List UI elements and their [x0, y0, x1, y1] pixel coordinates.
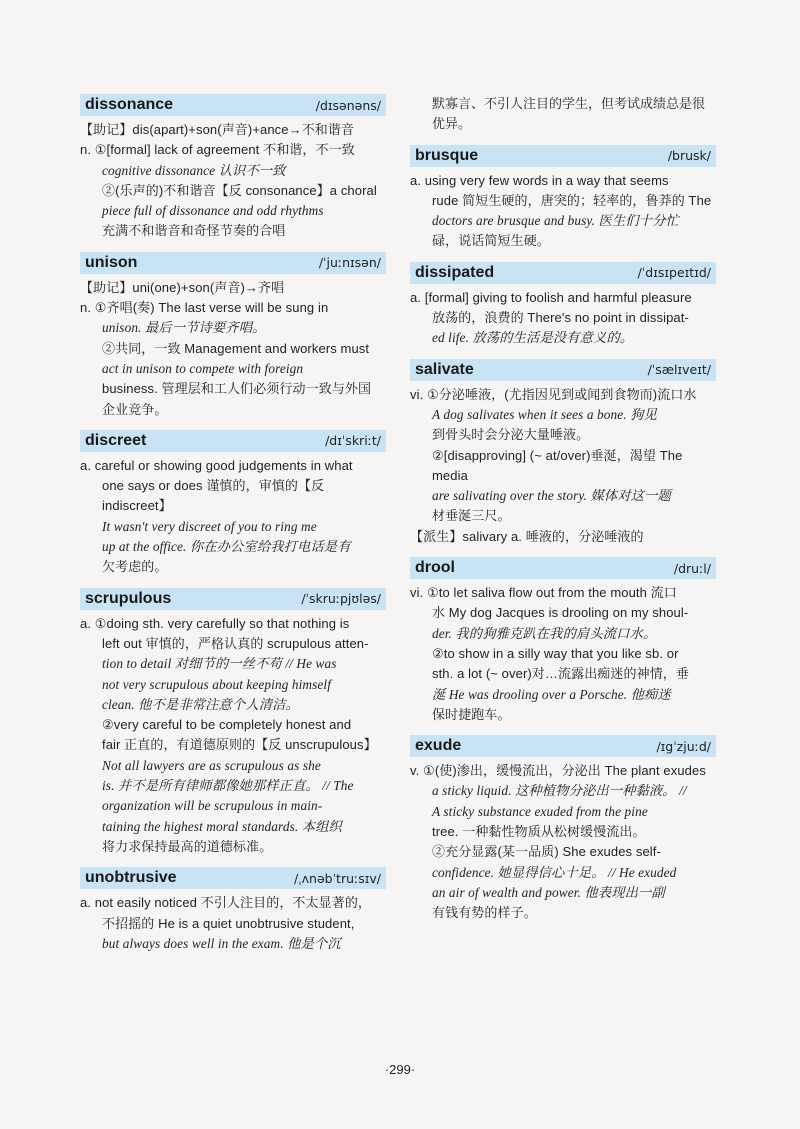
entry-brusque	[410, 145, 716, 252]
definition-line: a. using very few words in a way that seems	[410, 172, 669, 188]
pronunciation: /ˈjuːnɪsən/	[318, 255, 381, 271]
entry-drool	[410, 557, 716, 725]
left-column	[80, 94, 386, 964]
example-translation: 材垂涎三尺。	[432, 508, 511, 524]
right-column	[410, 94, 716, 934]
headword: scrupulous	[85, 589, 172, 607]
headword: discreet	[85, 431, 147, 449]
definition-line: ②共同，一致 Management and workers must	[102, 340, 370, 356]
definition-line: n. ①齐唱(奏) The last verse will be sung in	[80, 300, 329, 316]
pronunciation: /ɪgˈzjuːd/	[656, 738, 711, 754]
headword: unison	[85, 253, 138, 271]
entry-discreet	[80, 430, 386, 578]
definition-line: ②充分显露(某一品质) She exudes self-	[432, 844, 661, 860]
entry-scrupulous	[80, 588, 386, 858]
example-line: unison. 最后一节诗要齐唱。	[102, 320, 266, 336]
example-translation: 将力求保持最高的道德标准。	[102, 838, 273, 854]
definition-line: 水 My dog Jacques is drooling on my shoul-	[432, 605, 689, 621]
example-line: act in unison to compete with foreign	[102, 360, 304, 376]
example-line: business. 管理层和工人们必须行动一致与外国	[102, 381, 372, 397]
example-line: A dog salivates when it sees a bone. 狗见	[432, 406, 657, 422]
pronunciation: /ˈsælɪveɪt/	[647, 362, 711, 378]
pronunciation: /ˈdɪsɪpeɪtɪd/	[637, 265, 711, 281]
headword: unobtrusive	[85, 869, 177, 887]
example-line: up at the office. 你在办公室给我打电话是有	[102, 539, 351, 555]
definition-line: vi. ①分泌唾液，(尤指因见到或闻到食物而)流口水	[410, 386, 697, 402]
example-line: not very scrupulous about keeping himself	[102, 676, 331, 692]
definition-line: sth. a lot (~ over)对…流露出痴迷的神情，垂	[432, 666, 689, 682]
example-line: but always does well in the exam. 他是个沉	[102, 935, 341, 951]
example-line: piece full of dissonance and odd rhythms	[102, 203, 324, 219]
headword-bar	[80, 430, 386, 452]
definition-line: fair 正直的，有道德原则的【反 unscrupulous】	[102, 737, 377, 753]
definition-line: 放荡的，浪费的 There's no point in dissipat-	[432, 310, 689, 326]
headword: dissipated	[415, 263, 495, 281]
example-line: confidence. 她显得信心十足。 // He exuded	[432, 864, 677, 880]
example-translation: 到骨头时会分泌大量唾液。	[432, 427, 590, 443]
definition-line: one says or does 谨慎的，审慎的【反 indiscreet】	[102, 478, 325, 514]
headword: exude	[415, 737, 462, 755]
pronunciation: /dɪˈskriːt/	[325, 433, 381, 449]
example-translation: 有钱有势的样子。	[432, 905, 537, 921]
example-line: 涎 He was drooling over a Porsche. 他痴迷	[432, 686, 671, 702]
example-line: clean. 他不是非常注意个人清洁。	[102, 696, 299, 712]
example-translation: 保时捷跑车。	[432, 706, 511, 722]
definition-line: a. [formal] giving to foolish and harmful pleasure	[410, 289, 692, 305]
definition-line: v. ①(使)渗出，缓慢流出，分泌出 The plant exudes	[410, 763, 706, 779]
example-line: Not all lawyers are as scrupulous as she	[102, 757, 321, 773]
entry-unison	[80, 252, 386, 420]
entry-exude	[410, 735, 716, 923]
headword-bar	[410, 735, 716, 757]
pronunciation: /dɪsənəns/	[315, 97, 381, 113]
headword-bar	[410, 359, 716, 381]
example-translation: 欠考虑的。	[102, 559, 168, 575]
headword-bar	[80, 867, 386, 889]
mnemonic: 【助记】uni(one)+son(声音)→齐唱	[80, 279, 285, 295]
definition-line: a. not easily noticed 不引人注目的，不太显著的，	[80, 895, 372, 911]
example-translation: 企业竞争。	[102, 401, 168, 417]
example-line: A sticky substance exuded from the pine	[432, 803, 648, 819]
continued-text: 优异。	[432, 116, 472, 132]
headword: salivate	[415, 360, 474, 378]
headword-bar	[410, 557, 716, 579]
definition-line: 不招摇的 He is a quiet unobtrusive student,	[102, 915, 355, 931]
example-line: an air of wealth and power. 他表现出一副	[432, 884, 665, 900]
definition-line: n. ①[formal] lack of agreement 不和谐，不一致	[80, 142, 355, 158]
pronunciation: /ˌʌnəbˈtruːsɪv/	[294, 870, 381, 886]
pronunciation: /druːl/	[673, 560, 711, 576]
definition-line: a. ①doing sth. very carefully so that nothing is	[80, 615, 350, 631]
example-line: is. 并不是所有律师都像她那样正直。 // The	[102, 778, 354, 794]
headword: brusque	[415, 146, 479, 164]
headword: drool	[415, 559, 455, 577]
definition-line: ②to show in a silly way that you like sb. or	[432, 645, 679, 661]
headword-bar	[410, 262, 716, 284]
example-translation: 碌，说话简短生硬。	[432, 233, 550, 249]
definition-line: left out 审慎的，严格认真的 scrupulous atten-	[102, 635, 369, 651]
definition-line: vi. ①to let saliva flow out from the mouth 流口	[410, 585, 677, 601]
definition-line: rude 简短生硬的，唐突的；轻率的，鲁莽的 The	[432, 192, 712, 208]
example-line: taining the highest moral standards. 本组织	[102, 818, 342, 834]
headword-bar	[80, 588, 386, 610]
headword-bar	[410, 145, 716, 167]
headword-bar	[80, 252, 386, 274]
entry-salivate	[410, 359, 716, 547]
example-line: ed life. 放荡的生活是没有意义的。	[432, 330, 634, 346]
definition-line: ②(乐声的)不和谐音【反 consonance】a choral	[102, 182, 377, 198]
headword-bar	[80, 94, 386, 116]
entry-unobtrusive	[80, 867, 386, 954]
example-translation: 充满不和谐音和奇怪节奏的合唱	[102, 223, 286, 239]
example-line: doctors are brusque and busy. 医生们十分忙	[432, 213, 679, 229]
pronunciation: /ˈskruːpjʊləs/	[301, 591, 381, 607]
entry-continuation	[410, 94, 716, 135]
example-line: It wasn't very discreet of you to ring me	[102, 518, 317, 534]
definition-line: ②[disapproving] (~ at/over)垂涎，渴望 The media	[432, 447, 683, 483]
derivative-line: 【派生】salivary a. 唾液的，分泌唾液的	[410, 528, 644, 544]
page-number: ·299·	[384, 1062, 416, 1077]
definition-line: ②very careful to be completely honest and	[102, 717, 352, 733]
entry-dissonance	[80, 94, 386, 242]
entry-dissipated	[410, 262, 716, 349]
example-line: are salivating over the story. 媒体对这一题	[432, 488, 671, 504]
example-line: a sticky liquid. 这种植物分泌出一种黏液。 //	[432, 783, 687, 799]
headword: dissonance	[85, 96, 174, 113]
example-line: der. 我的狗雅克趴在我的肩头流口水。	[432, 625, 657, 641]
continued-text: 默寡言、不引人注目的学生，但考试成绩总是很	[432, 96, 706, 111]
mnemonic: 【助记】dis(apart)+son(声音)+ance→不和谐音	[80, 122, 355, 137]
example-translation: tree. 一种黏性物质从松树缓慢流出。	[432, 824, 646, 840]
pronunciation: /brusk/	[667, 148, 711, 164]
definition-line: a. careful or showing good judgements in what	[80, 457, 353, 473]
example-line: cognitive dissonance 认识不一致	[102, 162, 286, 178]
example-line: organization will be scrupulous in main-	[102, 798, 323, 814]
example-line: tion to detail 对细节的一丝不苟 // He was	[102, 656, 337, 672]
